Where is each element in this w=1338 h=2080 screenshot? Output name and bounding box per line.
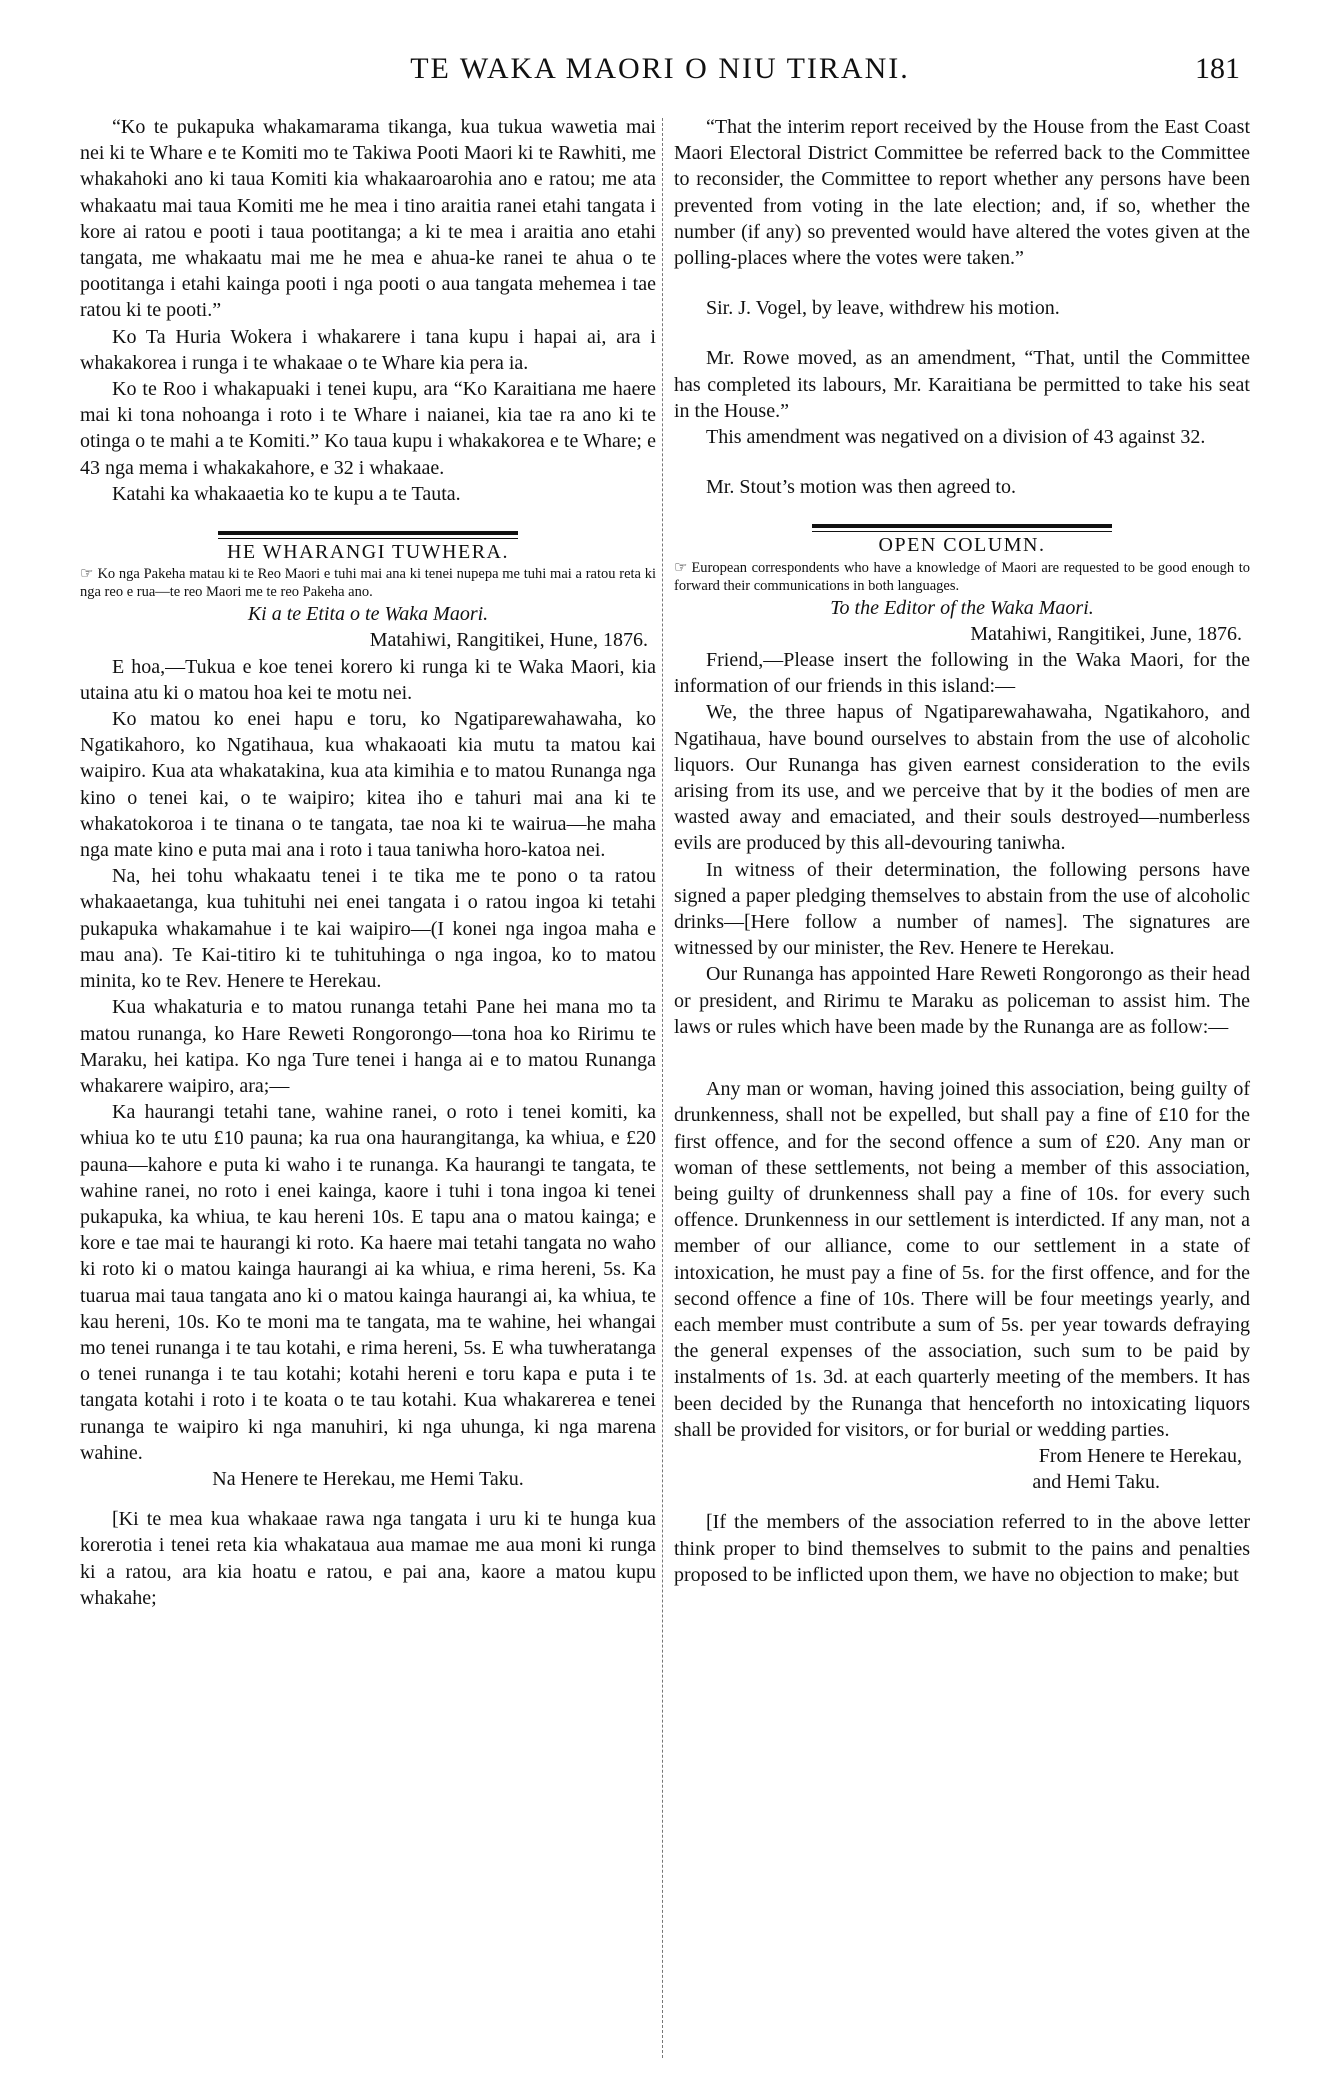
rules-paragraph: Any man or woman, having joined this association, being guilty of drunkenness, shall not be expelled, but shall pay a fine of £10 for the first offence, and for the second offence a sum of £20. Any man or woman of these settlements, not being a member of this association, being guilty of drunkenness shall pay a fine of 10s. for every such offence. Drunkenness in our settlement is interdicted. If any man, not a member of our alliance, come to our settlement in a state of intoxication, he must pay a fine of 5s. for the first offence, and for the second offence a fine of 10s. There will be four meetings yearly, and each member must contribute a sum of 5s. per year towards defraying the general expenses of the association, such sum to be paid by instalments of 1s. 3d. at each quarterly meeting of the members. It has been decided by the Runanga that henceforth no intoxicating liquors shall be provided for visitors, or for burial or wedding parties.	[674, 1078, 1250, 1441]
paragraph: Mr. Rowe moved, as an amendment, “That, until the Committee has completed its labours, Mr. Karaitiana be permitted to take his seat in the House.”	[674, 347, 1250, 422]
paragraph: Sir. J. Vogel, by leave, withdrew his motion.	[706, 297, 1060, 320]
paragraph: This amendment was negatived on a division of 43 against 32.	[706, 426, 1206, 449]
letter-paragraph: E hoa,—Tukua e koe tenei korero ki runga ki te Waka Maori, kia utaina atu ki o matou hoa kei te motu nei.	[80, 655, 656, 704]
paragraph: Katahi ka whakaaetia ko te kupu a te Tauta.	[112, 482, 461, 505]
section-heading: HE WHARANGI TUWHERA.	[226, 541, 509, 564]
letter-paragraph: Ko matou ko enei hapu e toru, ko Ngatiparewahawaha, ko Ngatikahoro, ko Ngatihaua, kua whakaoati kia mutu ta matou kai waipiro. Kua ata whakatakina, kua ata kimihia e to matou Runanga nga kino o tenei kai, o te waipiro; kitea iho e tahuri mai ana ki te whakatokoroa i te tinana o te tangata, tae noa ki te wairua—he maha nga mate kino e puta mai ana i roto i taua taniwha horo-katoa nei.	[80, 708, 656, 862]
salutation: To the Editor of the Waka Maori.	[830, 596, 1094, 619]
letter-paragraph: Kua whakaturia e to matou runanga tetahi Pane hei mana mo ta matou runanga, ko Hare Reweti Rongorongo—tona hoa ko Ririmu te Maraku, hei katipa. Ko nga Ture tenei i hanga ai e to matou Runanga whakarere waipiro, ara;—	[80, 996, 656, 1097]
letter-paragraph: Ka haurangi tetahi tane, wahine ranei, o roto i tenei komiti, ka whiua ko te utu £10 pauna; ka rua ona haurangitanga, ka whiua, e £20 pauna—kahore e puta ki waho i te runanga. Ka haurangi te tangata, te wahine ranei, no roto i enei kainga, kaore i tuhi i tona ingoa ki tenei pukapuka, ka whiua, te kau hereni 10s. E tapu ana o matou kainga; e kore e tae mai te haurangi ki roto. Ka haere mai tetahi tangata no waho ki roto ki o matou kainga haurangi ai ka whiua, e rima hereni, 5s. Ka tuarua mai taua tangata ano ki o matou kainga haurangi ai, ka whiua, te kau hereni, 10s. Ko te moni ma te tangata, ma te wahine, hei whangai mo tenei runanga i te tau kotahi, e rima hereni, 5s. E wha tuwheratanga o tenei runanga i te tau kotahi; kotahi hereni e toru kapa e puta i te tangata kotahi i roto i te koata o te tau kotahi. Kua whakarerea e tenei runanga te waipiro ki nga manuhiri, ki nga uhunga, ki nga marena wahine.	[80, 1101, 656, 1464]
paragraph: Mr. Stout’s motion was then agreed to.	[706, 476, 1016, 499]
pointing-hand-icon: ☞	[80, 566, 94, 583]
page-title: TE WAKA MAORI O NIU TIRANI.	[410, 52, 910, 85]
pointing-hand-icon: ☞	[674, 559, 688, 576]
section-rule	[812, 524, 1112, 532]
paragraph: “That the interim report received by the House from the East Coast Maori Electoral District Committee be referred back to the Committee to reconsider, the Committee to report whether any persons have been prevented from voting in the late election; and, if so, whether the number (if any) so prevented would have altered the votes given at the polling-places where the votes were taken.”	[674, 116, 1250, 270]
dateline: Matahiwi, Rangitikei, June, 1876.	[970, 622, 1242, 645]
page-number: 181	[1195, 52, 1240, 85]
dateline: Matahiwi, Rangitikei, Hune, 1876.	[369, 629, 648, 652]
section-heading: OPEN COLUMN.	[878, 534, 1046, 557]
letter-paragraph: We, the three hapus of Ngatiparewahawaha, Ngatikahoro, and Ngatihaua, have bound ourselves to abstain from the use of alcoholic liquors. Our Runanga has given earnest consideration to the evils arising from its use, and we perceive that by it the bodies of men are wasted away and emaciated, and their souls destroyed—numberless evils are produced by this all-devouring taniwha.	[674, 701, 1250, 855]
editor-note: [If the members of the association referred to in the above letter think proper to bind themselves to submit to the pains and penalties proposed to be inflicted upon them, we have no objection to make; but	[674, 1511, 1250, 1586]
page-header	[80, 52, 1240, 96]
letter-paragraph: Na, hei tohu whakaatu tenei i te tika me te pono o ta ratou whakaaetanga, kua tuhituhi nei enei tangata i o ratou ingoa ki tetahi pukapuka whakamahue i te kai waipiro—(I konei nga ingoa maha e mau ana). Te Kai-titiro ki te tuhituhinga o nga ingoa, ko to matou minita, ko te Rev. Henere te Herekau.	[80, 865, 656, 993]
signature: Na Henere te Herekau, me Hemi Taku.	[212, 1467, 524, 1490]
left-column	[80, 114, 656, 1611]
editor-note: [Ki te mea kua whakaae rawa nga tangata i uru ki te hunga kua korerotia i tenei reta kia whakataua aua mamae me aua moni ki runga ki a ratou, ara kia hoatu e ratou, e pai ana, kaore a matou kupu whakahe;	[80, 1508, 656, 1609]
signature: and Hemi Taku.	[1032, 1471, 1160, 1494]
letter-paragraph: Friend,—Please insert the following in the Waka Maori, for the information of our friends in this island:—	[674, 649, 1250, 698]
paragraph: “Ko te pukapuka whakamarama tikanga, kua tukua wawetia mai nei ki te Whare e te Komiti mo te Takiwa Pooti Maori ki te Rawhiti, me whakahoki ano ki taua Komiti kia whakaaroarohia ano e ratou; me ata whakaatu mai taua Komiti me he mea i tino araitia ranei etahi tangata i kore ai ratou e pooti i taua pootitanga; a ki te mea i araitia ano etahi tangata, me whakaatu mai me he mea e ahua-ke ranei te ahua o te pootitanga i etahi kainga pooti i nga pooti o aua tangata mehemea i tae ratou ki te pooti.”	[80, 116, 656, 322]
section-rule	[218, 531, 518, 539]
paragraph: Ko te Roo i whakapuaki i tenei kupu, ara “Ko Karaitiana me haere mai ki tona nohoanga i roto i te Whare i naianei, kia tae ra ano ki te otinga o te mahi a te Komiti.” Ko taua kupu i whakakorea e te Whare; e 43 nga mema i whakakahore, e 32 i whakaae.	[80, 378, 656, 479]
signature: From Henere te Herekau,	[1038, 1444, 1242, 1467]
salutation: Ki a te Etita o te Waka Maori.	[247, 603, 489, 626]
paragraph: Ko Ta Huria Wokera i whakarere i tana kupu i hapai ai, ara i whakakorea i runga i te whakaae o te Whare kia pera ia.	[80, 325, 656, 374]
letter-paragraph: In witness of their determination, the following persons have signed a paper pledging themselves to abstain from the use of alcoholic drinks—[Here follow a number of names]. The signatures are witnessed by our minister, the Rev. Henere te Herekau.	[674, 858, 1250, 960]
editorial-note: ☞ European correspondents who have a knowledge of Maori are requested to be good enough to forward their communications in both languages.	[674, 559, 1250, 594]
right-column	[674, 114, 1250, 1588]
editorial-note: ☞ Ko nga Pakeha matau ki te Reo Maori e tuhi mai ana ki tenei nupepa me tuhi mai a ratou reta ki nga reo e rua—te reo Maori me te reo Pakeha ano.	[80, 566, 656, 601]
letter-paragraph: Our Runanga has appointed Hare Reweti Rongorongo as their head or president, and Ririmu te Maraku as policeman to assist him. The laws or rules which have been made by the Runanga are as follow:—	[674, 963, 1250, 1038]
column-divider	[662, 118, 663, 2058]
